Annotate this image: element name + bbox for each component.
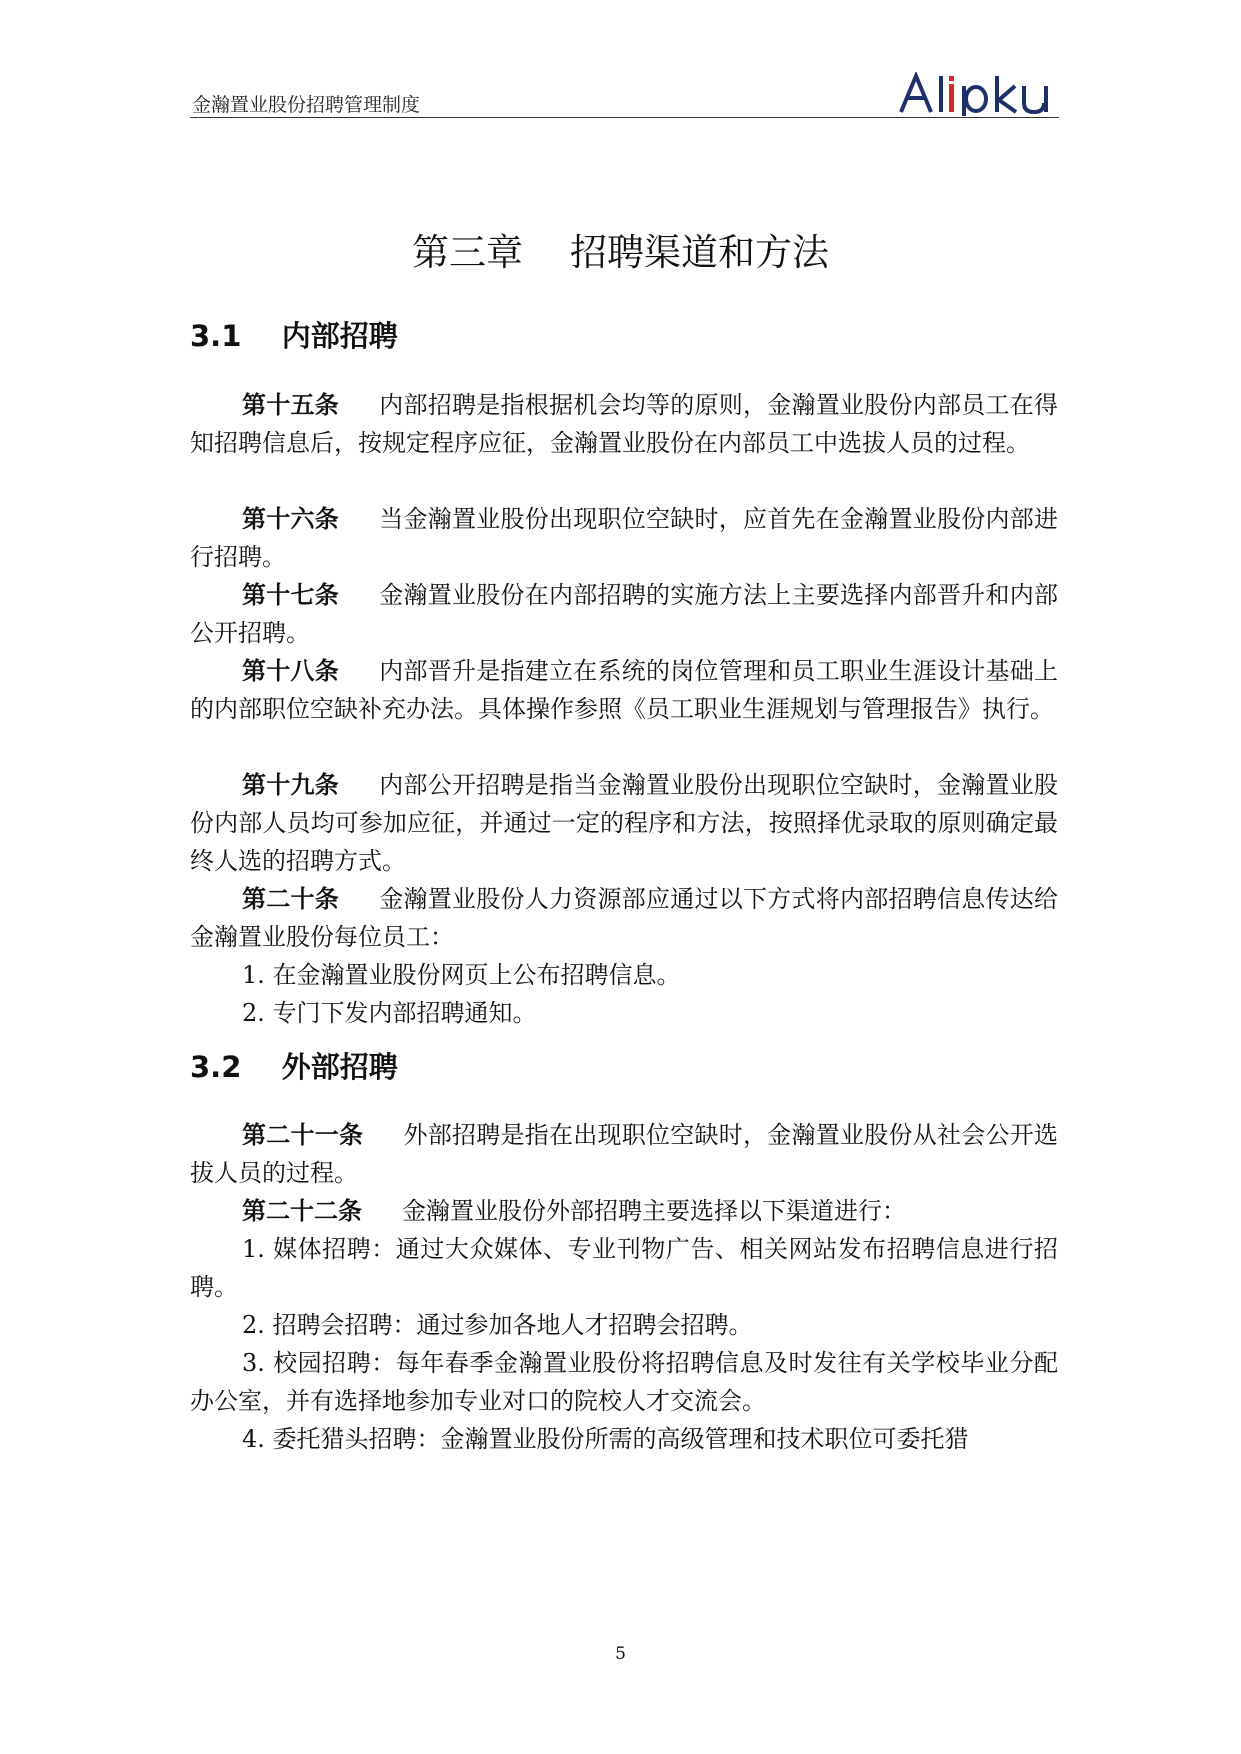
- article-label: 第二十二条: [242, 1197, 362, 1225]
- list-item: 2. 专门下发内部招聘通知。: [242, 999, 537, 1027]
- article-text: 内部晋升是指建立在系统的岗位管理和员工职业生涯设计基础上的内部职位空缺补充办法。具体操作参照《员工职业生涯规划与管理报告》执行。: [190, 657, 1058, 723]
- article-17: [190, 576, 1058, 652]
- section-title-internal: 3.1 内部招聘: [190, 319, 398, 353]
- article-21: [190, 1116, 1058, 1192]
- article-22: [190, 1192, 1058, 1458]
- page-number: 5: [615, 1644, 626, 1664]
- list-item: 4. 委托猎头招聘：金瀚置业股份所需的高级管理和技术职位可委托猎: [242, 1425, 969, 1453]
- article-15: [190, 386, 1058, 462]
- article-text: 内部公开招聘是指当金瀚置业股份出现职位空缺时，金瀚置业股份内部人员均可参加应征，并通过一定的程序和方法，按照择优录取的原则确定最终人选的招聘方式。: [190, 771, 1058, 875]
- list-item: 1. 在金瀚置业股份网页上公布招聘信息。: [242, 961, 681, 989]
- list-item: 3. 校园招聘：每年春季金瀚置业股份将招聘信息及时发往有关学校毕业分配办公室，并有选择地参加专业对口的院校人才交流会。: [190, 1349, 1058, 1415]
- article-label: 第十五条: [242, 391, 339, 419]
- article-label: 第十六条: [242, 505, 339, 533]
- article-text: 金瀚置业股份在内部招聘的实施方法上主要选择内部晋升和内部公开招聘。: [190, 581, 1058, 647]
- article-18: [190, 652, 1058, 728]
- article-text: 金瀚置业股份外部招聘主要选择以下渠道进行：: [402, 1197, 906, 1225]
- article-text: 外部招聘是指在出现职位空缺时，金瀚置业股份从社会公开选拔人员的过程。: [190, 1121, 1058, 1187]
- section-title-external: 3.2 外部招聘: [190, 1050, 398, 1084]
- article-label: 第十九条: [242, 771, 339, 799]
- article-16: [190, 500, 1058, 576]
- article-19: [190, 766, 1058, 880]
- list-item: 2. 招聘会招聘：通过参加各地人才招聘会招聘。: [242, 1311, 753, 1339]
- article-text: 金瀚置业股份人力资源部应通过以下方式将内部招聘信息传达给金瀚置业股份每位员工：: [190, 885, 1058, 951]
- article-text: 当金瀚置业股份出现职位空缺时，应首先在金瀚置业股份内部进行招聘。: [190, 505, 1058, 571]
- header-title: 金瀚置业股份招聘管理制度: [192, 94, 421, 116]
- article-20: [190, 880, 1058, 1032]
- article-label: 第十七条: [242, 581, 339, 609]
- article-label: 第二十条: [242, 885, 339, 913]
- article-label: 第十八条: [242, 657, 339, 685]
- article-label: 第二十一条: [242, 1121, 364, 1149]
- chapter-title: 第三章 招聘渠道和方法: [411, 231, 830, 274]
- header-rule: [190, 117, 1059, 118]
- list-item: 1. 媒体招聘：通过大众媒体、专业刊物广告、相关网站发布招聘信息进行招聘。: [190, 1235, 1058, 1301]
- alipku-logo: [898, 72, 1058, 116]
- article-text: 内部招聘是指根据机会均等的原则，金瀚置业股份内部员工在得知招聘信息后，按规定程序应征，金瀚置业股份在内部员工中选拔人员的过程。: [190, 391, 1058, 457]
